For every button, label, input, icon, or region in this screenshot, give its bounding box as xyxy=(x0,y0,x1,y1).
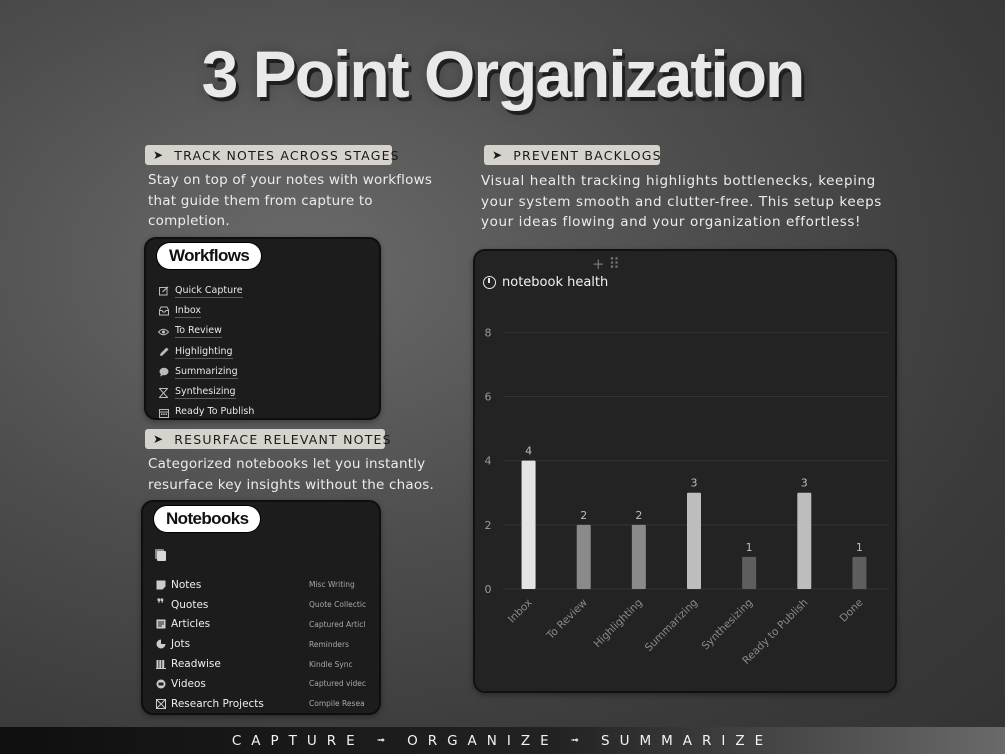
notebook-row-research-projects[interactable] xyxy=(155,694,367,714)
notebook-name xyxy=(155,579,201,591)
workflow-item-label: Ready To Publish xyxy=(175,406,255,418)
notebook-row-articles[interactable] xyxy=(155,615,367,635)
footer-word: ORGANIZE xyxy=(407,732,559,749)
notebook-label: Videos xyxy=(171,677,206,690)
workflow-item-label: Inbox xyxy=(175,304,201,316)
document-icon xyxy=(157,551,166,561)
notebook-row-notes[interactable] xyxy=(155,575,367,595)
track-description xyxy=(148,170,432,232)
notebook-label: Quotes xyxy=(171,598,209,611)
track-desc-line: that guide them from capture to xyxy=(148,192,373,209)
workflows-title: Workflows xyxy=(157,243,261,269)
track-desc-line: completion. xyxy=(148,213,230,229)
arrow-icon: ➤ xyxy=(153,148,165,162)
books-icon xyxy=(155,659,166,670)
bar xyxy=(687,493,701,589)
bar-value-label: 1 xyxy=(745,540,753,554)
calendar-icon xyxy=(158,407,169,418)
jot-icon xyxy=(155,639,166,650)
notebook-label: Articles xyxy=(171,618,211,631)
backlogs-desc-line: your ideas flowing and your organization effortless! xyxy=(481,214,862,230)
workflow-item-summarizing[interactable] xyxy=(158,362,254,382)
footer-word: SUMMARIZE xyxy=(601,732,774,749)
x-tick-label: Done xyxy=(837,596,866,625)
bar-value-label: 1 xyxy=(855,540,863,554)
backlogs-desc-line: your system smooth and clutter-free. This setup keeps xyxy=(481,193,882,210)
y-tick-label: 2 xyxy=(484,518,492,532)
workflow-item-to-review[interactable] xyxy=(158,322,254,342)
bar xyxy=(632,525,646,589)
notebook-name xyxy=(155,638,190,650)
workflow-item-label: To Review xyxy=(175,325,222,337)
notebook-row-jots[interactable] xyxy=(155,634,367,654)
arrow-icon: ➤ xyxy=(492,148,504,162)
page-title: 3 Point Organization xyxy=(201,37,804,111)
inbox-icon xyxy=(158,306,169,317)
arrow-icon: ➤ xyxy=(153,432,165,446)
track-section-label xyxy=(145,145,400,165)
footer-separator: ➟ xyxy=(376,735,386,746)
bar xyxy=(742,557,756,589)
x-tick-label: Highlighting xyxy=(591,596,645,651)
notebook-detail: Reminders xyxy=(309,639,349,649)
bar-chart xyxy=(475,301,895,691)
chat-bubble-icon xyxy=(158,367,169,378)
notebook-detail: Misc Writing xyxy=(309,580,355,590)
resurface-description xyxy=(148,454,434,495)
notebook-name xyxy=(155,658,221,670)
workflow-item-ready-to-publish[interactable] xyxy=(158,403,254,420)
backlogs-label-text: PREVENT BACKLOGS xyxy=(513,147,662,163)
notebook-name xyxy=(155,618,210,630)
workflow-item-label: Highlighting xyxy=(175,345,233,357)
x-tick-label: Ready to Publish xyxy=(740,596,811,667)
bar-value-label: 3 xyxy=(690,476,698,490)
eye-icon xyxy=(158,326,169,337)
edit-icon xyxy=(158,286,169,297)
chart-header xyxy=(483,275,608,290)
y-tick-label: 4 xyxy=(484,454,492,468)
y-tick-label: 0 xyxy=(484,583,492,596)
notebooks-list xyxy=(155,575,367,714)
notebooks-title: Notebooks xyxy=(154,506,260,532)
bar-value-label: 2 xyxy=(580,508,588,522)
notebook-detail: Compile Resea xyxy=(309,699,365,709)
notebook-label: Readwise xyxy=(171,658,221,671)
x-tick-label: To Review xyxy=(544,596,590,642)
workflow-item-inbox[interactable] xyxy=(158,301,254,321)
video-icon xyxy=(155,678,166,689)
notebook-row-quotes[interactable] xyxy=(155,595,367,615)
notebook-label: Notes xyxy=(171,578,202,591)
notebook-detail: Captured Articl xyxy=(309,619,366,629)
workflow-item-synthesizing[interactable] xyxy=(158,382,254,402)
bar xyxy=(797,493,811,589)
notebook-health-panel xyxy=(473,249,897,693)
footer-word: CAPTURE xyxy=(231,732,365,749)
notebook-name xyxy=(155,599,208,611)
resurface-section-label xyxy=(145,429,392,449)
notebook-detail: Kindle Sync xyxy=(309,659,353,669)
resurface-desc-line: resurface key insights without the chaos. xyxy=(148,476,435,493)
drag-handle-icon[interactable]: ⠿ xyxy=(608,255,624,273)
quote-icon: ❞ xyxy=(156,597,165,613)
hourglass-icon xyxy=(158,387,169,398)
workflow-item-highlighting[interactable] xyxy=(158,342,254,362)
chart-title: notebook health xyxy=(502,275,609,290)
notebook-row-videos[interactable] xyxy=(155,674,367,694)
x-tick-label: Summarizing xyxy=(642,596,701,655)
footer-banner xyxy=(0,727,1005,754)
notebook-label: Research Projects xyxy=(171,697,264,710)
x-tick-label: Inbox xyxy=(505,596,535,626)
track-desc-line: Stay on top of your notes with workflows xyxy=(148,172,433,188)
y-tick-label: 8 xyxy=(484,326,492,340)
resurface-desc-line: Categorized notebooks let you instantly xyxy=(148,456,426,472)
backlogs-description xyxy=(481,171,882,233)
clock-chart-icon xyxy=(483,276,496,289)
bar-value-label: 2 xyxy=(635,508,643,522)
workflows-list xyxy=(158,281,254,420)
add-icon[interactable]: + xyxy=(592,255,609,273)
resurface-label-text: RESURFACE RELEVANT NOTES xyxy=(174,431,392,447)
workflow-item-quick-capture[interactable] xyxy=(158,281,254,301)
bar-value-label: 3 xyxy=(800,476,808,490)
chart-toolbar[interactable] xyxy=(592,255,624,273)
bar xyxy=(577,525,591,589)
article-icon xyxy=(155,619,166,630)
notebook-label: Jots xyxy=(171,638,191,651)
notebook-name xyxy=(155,698,264,710)
bar-value-label: 4 xyxy=(525,444,533,458)
workflow-item-label: Synthesizing xyxy=(175,386,236,398)
research-icon xyxy=(155,698,166,709)
notebook-detail: Captured videc xyxy=(309,679,366,689)
notebook-detail: Quote Collectic xyxy=(309,600,367,610)
track-label-text: TRACK NOTES ACROSS STAGES xyxy=(174,147,400,163)
notebooks-panel xyxy=(141,500,381,715)
bar xyxy=(852,557,866,589)
workflow-item-label: Quick Capture xyxy=(175,284,243,296)
bar xyxy=(522,461,536,589)
notebook-name xyxy=(155,678,206,690)
workflows-panel xyxy=(144,237,381,420)
notebook-row-readwise[interactable] xyxy=(155,654,367,674)
y-tick-label: 6 xyxy=(484,390,492,404)
x-tick-label: Synthesizing xyxy=(699,596,756,653)
footer-separator: ➟ xyxy=(570,735,580,746)
backlogs-section-label xyxy=(484,145,660,165)
workflow-item-label: Summarizing xyxy=(175,365,238,377)
backlogs-desc-line: Visual health tracking highlights bottlenecks, keeping xyxy=(481,173,876,189)
note-icon xyxy=(155,579,166,590)
pencil-icon xyxy=(158,347,169,358)
